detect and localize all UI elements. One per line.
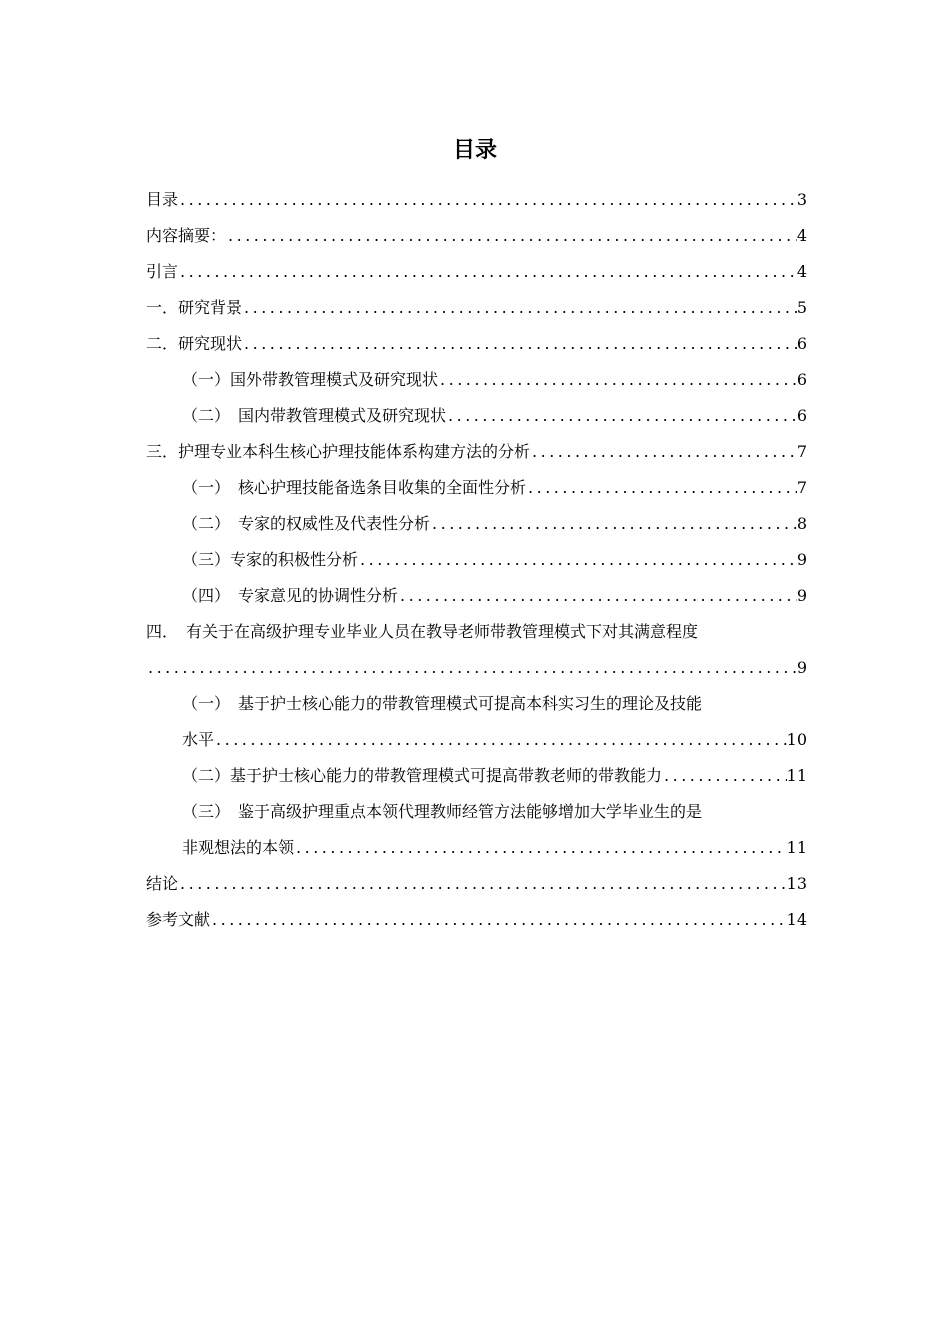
leader-dots <box>438 362 797 398</box>
toc-entry-introduction[interactable] <box>146 254 807 290</box>
toc-entry-text: （四） 专家意见的协调性分析 <box>182 586 399 605</box>
toc-entry-abstract[interactable] <box>146 218 807 254</box>
toc-entry-section-3-4[interactable] <box>146 578 807 614</box>
toc-page-number: 6 <box>796 370 807 389</box>
toc-entry-text: 结论 <box>146 874 179 893</box>
toc-entry-section-3-3[interactable] <box>146 542 807 578</box>
leader-dots <box>398 578 797 614</box>
toc-page-number: 9 <box>796 586 807 605</box>
toc-page-number: 4 <box>796 226 807 245</box>
toc-page-number: 8 <box>796 514 807 533</box>
toc-entry-section-3-2[interactable] <box>146 506 807 542</box>
toc-entry-section-2-2[interactable] <box>146 398 807 434</box>
toc-page-number: 6 <box>796 334 807 353</box>
toc-entry-text-continued: 水平 <box>182 730 215 749</box>
toc-entry-section-2-1[interactable] <box>146 362 807 398</box>
toc-entry-text: （一）国外带教管理模式及研究现状 <box>182 370 439 389</box>
toc-entry-text: （二） 专家的权威性及代表性分析 <box>182 514 431 533</box>
toc-page-number: 3 <box>796 190 807 209</box>
leader-dots <box>210 902 787 938</box>
toc-entry-section-1[interactable] <box>146 290 807 326</box>
toc-page-number: 6 <box>796 406 807 425</box>
leader-dots <box>530 434 797 470</box>
toc-entry-section-3[interactable] <box>146 434 807 470</box>
toc-entry-text: 目录 <box>146 190 179 209</box>
leader-dots <box>526 470 797 506</box>
toc-entry-text: 二．研究现状 <box>146 334 243 353</box>
toc-entry-section-4-2[interactable] <box>146 758 807 794</box>
toc-entry-mulu[interactable] <box>146 182 807 218</box>
leader-dots <box>446 398 797 434</box>
toc-entry-text: 内容摘要： <box>146 226 227 245</box>
toc-page-number: 4 <box>796 262 807 281</box>
toc-entry-text: （三） 鉴于高级护理重点本领代理教师经管方法能够增加大学毕业生的是 <box>182 802 703 821</box>
toc-entry-text: （二）基于护士核心能力的带教管理模式可提高带教老师的带教能力 <box>182 766 663 785</box>
leader-dots <box>662 758 787 794</box>
toc-entry-section-4-1[interactable] <box>146 686 807 758</box>
toc-page-number: 11 <box>786 766 807 785</box>
table-of-contents <box>146 182 807 938</box>
toc-title: 目录 <box>452 138 497 163</box>
leader-dots <box>242 326 797 362</box>
toc-page-number: 9 <box>796 550 807 569</box>
leader-dots <box>294 830 787 866</box>
toc-entry-conclusion[interactable] <box>146 866 807 902</box>
toc-entry-text: 引言 <box>146 262 179 281</box>
toc-entry-text: （一） 核心护理技能备选条目收集的全面性分析 <box>182 478 527 497</box>
toc-page-number: 11 <box>786 838 807 857</box>
leader-dots <box>146 650 797 686</box>
toc-entry-section-4-3[interactable] <box>146 794 807 866</box>
toc-entry-text: （一） 基于护士核心能力的带教管理模式可提高本科实习生的理论及技能 <box>182 694 703 713</box>
toc-page-number: 5 <box>796 298 807 317</box>
leader-dots <box>226 218 797 254</box>
toc-page-number: 7 <box>796 478 807 497</box>
toc-entry-references[interactable] <box>146 902 807 938</box>
toc-entry-text: （二） 国内带教管理模式及研究现状 <box>182 406 447 425</box>
toc-page-number: 9 <box>796 658 807 677</box>
toc-entry-text: 三．护理专业本科生核心护理技能体系构建方法的分析 <box>146 442 531 461</box>
toc-page-number: 14 <box>786 910 807 929</box>
toc-entry-section-4[interactable] <box>146 614 807 686</box>
toc-entry-section-3-1[interactable] <box>146 470 807 506</box>
toc-entry-text: 参考文献 <box>146 910 211 929</box>
toc-page-number: 10 <box>786 730 807 749</box>
leader-dots <box>430 506 797 542</box>
toc-entry-text: 四． 有关于在高级护理专业毕业人员在教导老师带教管理模式下对其满意程度 <box>146 622 699 641</box>
toc-page-number: 7 <box>796 442 807 461</box>
toc-entry-text: 一．研究背景 <box>146 298 243 317</box>
leader-dots <box>178 182 797 218</box>
leader-dots <box>178 254 797 290</box>
toc-entry-section-2[interactable] <box>146 326 807 362</box>
leader-dots <box>358 542 797 578</box>
toc-entry-text: （三）专家的积极性分析 <box>182 550 359 569</box>
leader-dots <box>242 290 797 326</box>
leader-dots <box>214 722 787 758</box>
toc-entry-text-continued: 非观想法的本领 <box>182 838 295 857</box>
leader-dots <box>178 866 787 902</box>
toc-page-number: 13 <box>786 874 807 893</box>
